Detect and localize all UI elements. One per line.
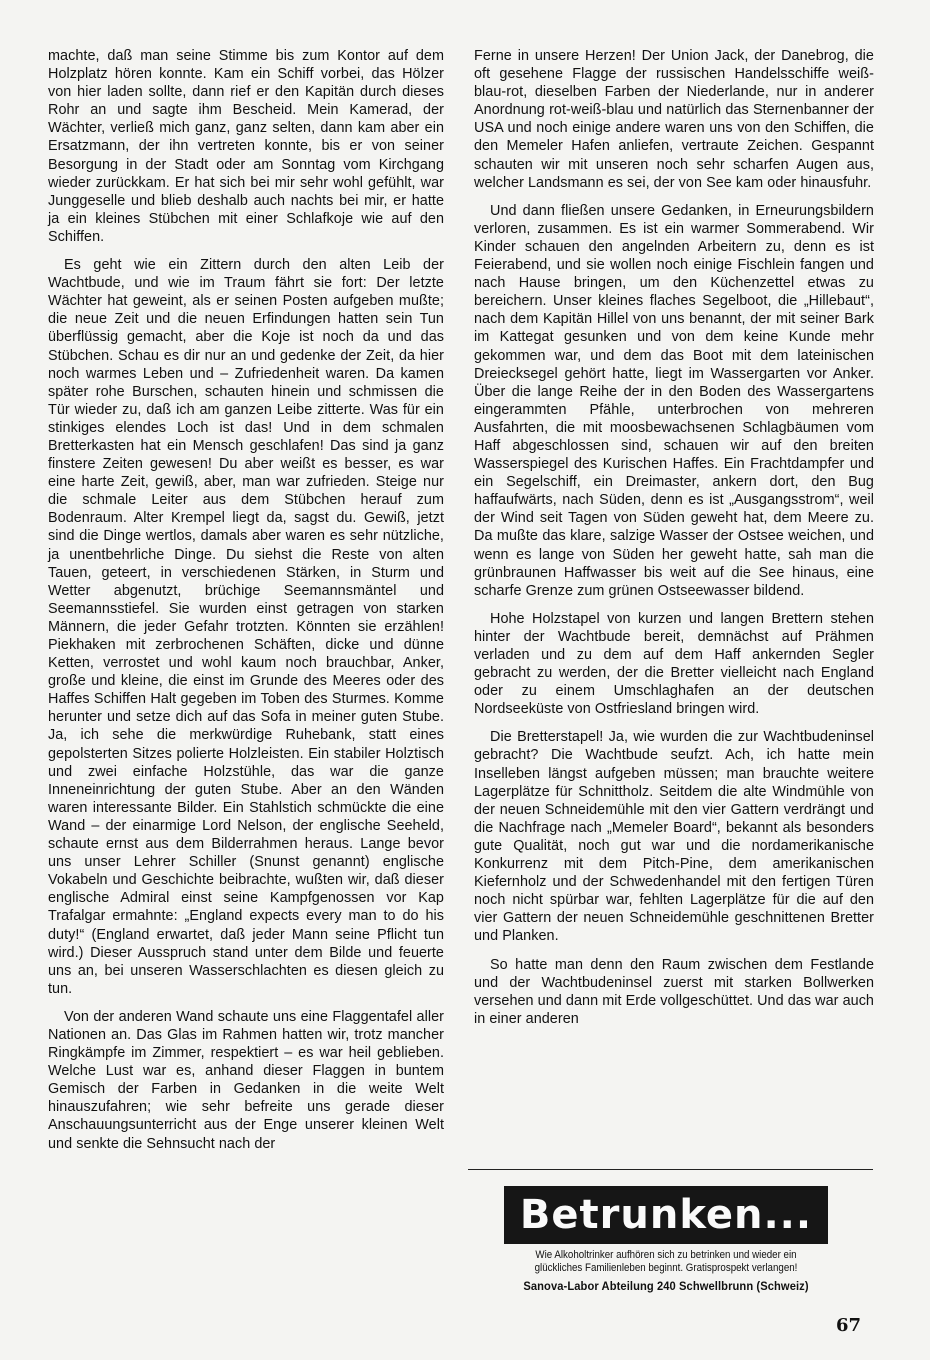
right-text-column [474,47,874,1028]
ad-headline: Betrunken... [504,1186,828,1244]
paragraph: machte, daß man seine Stimme bis zum Kontor auf dem Holzplatz hören konnte. Kam ein Schiff vorbei, das Hölzer von hier laden sollte, dann rief er den Kapitän durch dieses Rohr an und sagte ihm Bescheid. Mein Kamerad, der Wächter, verließ mich ganz, ganz selten, dann kam aber ein Ersatzmann, der ihn vertreten konnte, bis er von seiner Besorgung in der Stadt oder am Sonntag vom Kirchgang wieder zurückkam. Er hat sich bei mir sehr wohl gefühlt, war Junggeselle und blieb deshalb auch nachts bei mir, er hatte ja ein kleines Stübchen mit einer Schlafkoje wie auf den Schiffen. [48,48,444,245]
ad-body-text: Wie Alkoholtrinker aufhören sich zu betrinken und wieder ein glückliches Familienleben beginnt. Gratisprospekt verlangen! [534,1249,798,1274]
paragraph: Die Bretterstapel! Ja, wie wurden die zur Wachtbudeninsel gebracht? Die Wachtbude seufzt. Ach, ich hatte mein Inselleben längst aufgeben müssen; man brauchte weitere Lagerplätze für Schnittholz. Seitdem die alte Windmühle von der neuen Schneidemühle mit den vier Gattern verdrängt und die Nachfrage nach „Memeler Board“, bekannt als besonders gute Qualität, noch gut war und die nordamerikanische Konkurrenz mit dem Pitch-Pine, dem amerikanischen Kiefernholz und der Schwedenhandel mit den fertigen Türen noch nicht spürbar war, fehlten Lagerplätze für die auf den vier Gattern der neuen Schneidemühle geschnittenen Bretter und Planken. [474,729,874,945]
left-text-column [48,47,444,1163]
paragraph: Ferne in unsere Herzen! Der Union Jack, der Danebrog, die oft gesehene Flagge der russischen Handelsschiffe weiß-blau-rot, dieselben Farben der Niederlande, nur in anderer Anordnung rot-weiß-blau und natürlich das Sternenbanner der USA und noch einige andere waren uns von den Schiffen, die den Memeler Hafen anliefen, vertraute Zeichen. Gespannt schauten wir mit unseren noch sehr scharfen Augen aus, welcher Landsmann es sei, der von See kam oder hinausfuhr. [474,48,874,191]
paragraph: Hohe Holzstapel von kurzen und langen Brettern stehen hinter der Wachtbude bereit, demnächst auf Prähmen verladen und zu dem auf dem Haff ankernden Segler gebracht zu werden, der die Bretter vielleicht nach England oder zu einem Umschlaghafen an der deutschen Nordseeküste von Ostfriesland bringen wird. [474,610,874,718]
paragraph: Es geht wie ein Zittern durch den alten Leib der Wachtbude, und wie im Traum fährt sie fort: Der letzte Wächter hat geweint, als er seinen Posten aufgeben mußte; die neue Zeit und die neuen Erfindungen hatten sein Tun überflüssig gemacht, aber die Koje ist noch da und das Stübchen. Schau es dir nur an und gedenke der Zeit, da hier noch warmes Leben und – Zufriedenheit waren. Da kamen später rohe Burschen, schauten hinein und schmissen die Tür wieder zu, daß ich am ganzen Leibe zitterte. Was für ein stinkiges elendes Loch ist das! Und in dem schmalen Bretterkasten hat ein Mensch geschlafen! Das sind ja ganz finstere Zeiten gewesen! Du aber weißt es besser, es war eine harte Zeit, gewiß, aber, man war zufrieden. Steige nur die schmale Leiter aus dem Stübchen herauf zum Bodenraum. Alter Krempel liegt da, sagst du. Gewiß, jetzt sind die Dinge wertlos, damals aber waren es sehr nützliche, ja unentbehrliche Dinge. Du siehst die Reste von alten Tauen, geteert, in verschiedenen Stärken, in Sturm und Wetter abgenutzt, brüchige Seemannsmäntel und Seemannsstiefel. Sie wurden einst getragen von starken Männern, die jeder Gefahr trotzten. Könnten sie erzählen! Piekhaken mit zerbrochenen Schäften, dicke und dünne Ketten, verrostet und wohl kaum noch brauchbar, Anker, große und kleine, die einst im Grunde des Meeres oder des Haffes Schiffen Halt gegeben im Toben des Sturmes. Komme herunter und setze dich auf das Sofa in meiner guten Stube. Ja, ich sehe die merkwürdige Ruhebank, statt eines gepolsterten Sitzes polierte Holzleisten. Ein stabiler Holztisch und zwei einfache Holzstühle, das war die ganze Inneneinrichtung der guten Stube. Aber an den Wänden waren interessante Bilder. Ein Stahlstich schmückte die eine Wand – der einarmige Lord Nelson, der englische Seeheld, schaute ernst aus dem Bilderrahmen heraus. Lange bevor uns unser Lehrer Schiller (Snunst genannt) englische Vokabeln und Geschichte beibrachte, wußten wir, daß dieser englische Admiral einst seine Kampfgenossen vor Kap Trafalgar ermahnte: „England expects every man to do his duty!“ (England erwartet, daß jeder Mann seine Pflicht tun wird.) Dieser Ausspruch stand unter dem Bilde und feuerte uns an, bei unseren Wasserschlachten es diesen gleich zu tun. [48,257,444,997]
paragraph: Von der anderen Wand schaute uns eine Flaggentafel aller Nationen an. Das Glas im Rahmen hatten wir, trotz mancher Ringkämpfe im Zimmer, respektiert – es war heil geblieben. Welche Lust war es, anhand dieser Flaggen in buntem Gemisch der Farben in Gedanken in die weite Welt hinauszufahren; wie sehr befreite uns gerade dieser Anschauungsunterricht aus der Enge unserer kleinen Welt und senkte die Sehnsucht nach der [48,1008,444,1152]
paragraph: Und dann fließen unsere Gedanken, in Erneurungsbildern verloren, zusammen. Es ist ein warmer Sommerabend. Wir Kinder schauen den angelnden Arbeitern zu, denn es ist Feierabend, und sie wollen noch einige Fischlein fangen und nach Hause bringen, um den Küchenzettel etwas zu bereichern. Unser kleines flaches Segelboot, die „Hillebaut“, nach dem Kapitän Hillel von uns benannt, der mit seiner Bark im Kattegat gesunken und von dem keine Kunde mehr gekommen war, und dem das Boot mit dem lateinischen Dreiecksegel gehört hatte, liegt im Wassergarten vor Anker. Über die lange Reihe der in den Boden des Wassergartens eingerammten Pfähle, unterbrochen von mehreren Ausfahrten, die mit moosbewachsenen Schlagbäumen vom Haff abgeschlossen sind, schauen wir auf den breiten Wasserspiegel des Kurischen Haffes. Ein Frachtdampfer und ein Segelschiff, ein Dreimaster, ankern dort, den Bug haffaufwärts, nach Süden, denn es ist „Ausgangsstrom“, weil der Wind seit Tagen von Süden geweht hat, dem Meere zu. Da mußte das klare, salzige Wasser der Ostsee weichen, und wenn es lange von Süden her geweht hatte, sah man die grünbraunen Haffwasser bis weit auf die See hinaus, eine scharfe Grenze zum grünen Ostseewasser bildend. [474,202,874,599]
page-number: 67 [836,1315,862,1336]
ad-divider [468,1169,873,1170]
advertisement [500,1186,832,1308]
ad-footer: Sanova-Labor Abteilung 240 Schwellbrunn (Schweiz) [523,1279,809,1293]
paragraph: So hatte man denn den Raum zwischen dem Festlande und der Wachtbudeninsel zuerst mit starken Bollwerken versehen und dann mit Erde vollgeschüttet. Und das war auch in einer anderen [474,956,874,1027]
